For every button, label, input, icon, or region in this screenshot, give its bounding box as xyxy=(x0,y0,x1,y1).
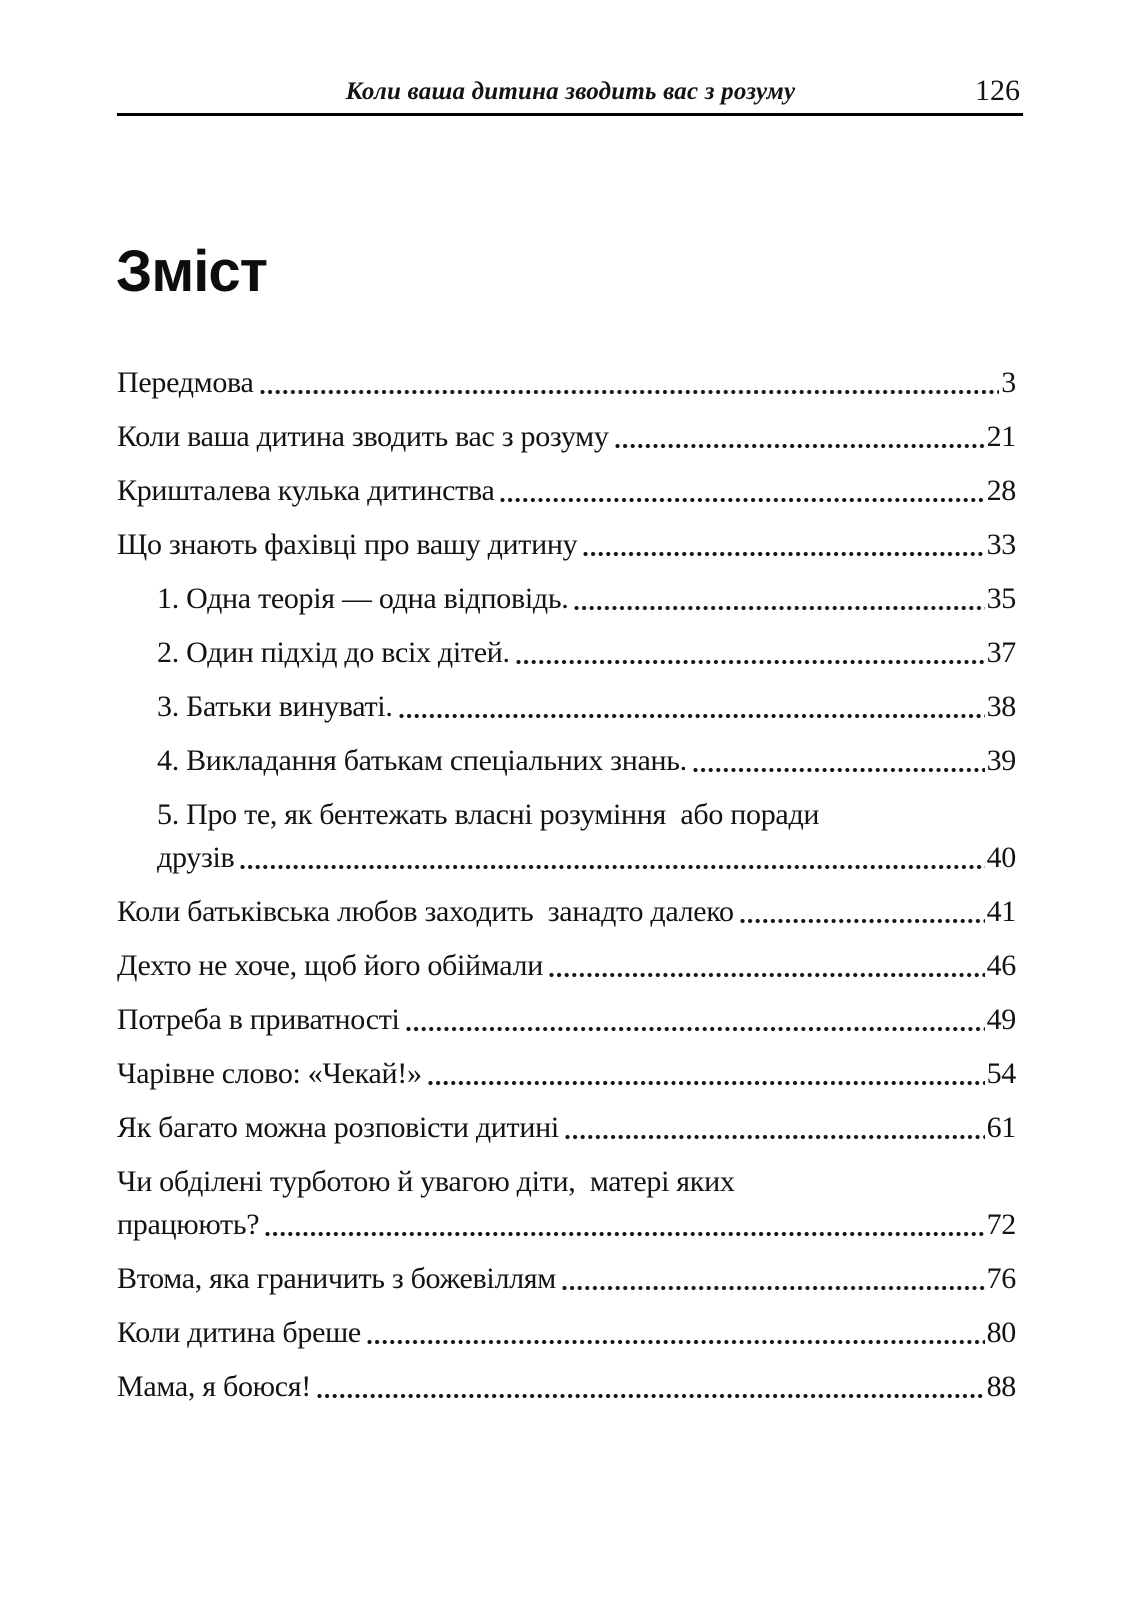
toc-entry xyxy=(117,944,1016,987)
dot-leader xyxy=(240,864,984,870)
toc-page-number: 76 xyxy=(986,1262,1016,1295)
dot-leader xyxy=(399,713,985,719)
toc-entry-text: 5. Про те, як бентежать власні розуміння або поради xyxy=(157,798,820,831)
toc-entry-text: 1. Одна теорія — одна відповідь. xyxy=(157,582,569,615)
dot-leader xyxy=(317,1393,985,1399)
toc-page-number: 49 xyxy=(986,1003,1016,1036)
toc-entry xyxy=(117,523,1016,566)
page-number: 126 xyxy=(975,74,1020,107)
dot-leader xyxy=(428,1080,985,1086)
dot-leader xyxy=(406,1026,985,1032)
dot-leader xyxy=(615,443,985,449)
toc-page-number: 28 xyxy=(986,474,1016,507)
toc-page-number: 72 xyxy=(986,1208,1016,1241)
toc-entry xyxy=(117,890,1016,933)
toc-entry-text: Як багато можна розповісти дитині xyxy=(117,1111,559,1144)
toc-entry xyxy=(117,739,1016,782)
toc-entry xyxy=(117,361,1016,404)
toc-entry-text: Передмова xyxy=(117,366,254,399)
toc-entry xyxy=(117,469,1016,512)
toc-page-number: 61 xyxy=(986,1111,1016,1144)
toc-entry-text: Чи обділені турботою й увагою діти, матері яких xyxy=(117,1165,735,1198)
toc-entry-text: 2. Один підхід до всіх дітей. xyxy=(157,636,510,669)
toc-list xyxy=(117,361,1016,1419)
toc-entry-text: Кришталева кулька дитинства xyxy=(117,474,495,507)
dot-leader xyxy=(565,1134,985,1140)
toc-entry-text: Мама, я боюся! xyxy=(117,1370,311,1403)
toc-page-number: 3 xyxy=(1001,366,1016,399)
toc-entry-text: працюють? xyxy=(117,1208,260,1241)
toc-entry xyxy=(117,1365,1016,1408)
toc-entry xyxy=(117,1257,1016,1300)
toc-entry-text: Втома, яка граничить з божевіллям xyxy=(117,1262,556,1295)
toc-page-number: 37 xyxy=(986,636,1016,669)
dot-leader xyxy=(260,389,1000,395)
toc-page-number: 38 xyxy=(986,690,1016,723)
toc-page-number: 88 xyxy=(986,1370,1016,1403)
dot-leader xyxy=(500,497,984,503)
dot-leader xyxy=(574,605,984,611)
dot-leader xyxy=(583,551,984,557)
toc-entry-text: Коли дитина бреше xyxy=(117,1316,361,1349)
toc-entry xyxy=(117,1106,1016,1149)
page-title: Зміст xyxy=(116,239,268,304)
toc-page-number: 33 xyxy=(986,528,1016,561)
toc-page-number: 35 xyxy=(986,582,1016,615)
dot-leader xyxy=(549,972,985,978)
toc-entry-text: Коли ваша дитина зводить вас з розуму xyxy=(117,420,609,453)
header-rule xyxy=(117,113,1023,116)
toc-page-number: 41 xyxy=(986,895,1016,928)
dot-leader xyxy=(693,767,985,773)
toc-entry-text: 3. Батьки винуваті. xyxy=(157,690,393,723)
toc-entry-text: Потреба в приватності xyxy=(117,1003,400,1036)
toc-entry xyxy=(117,1311,1016,1354)
toc-entry-text: 4. Викладання батькам спеціальних знань. xyxy=(157,744,687,777)
dot-leader xyxy=(367,1339,985,1345)
running-header-title: Коли ваша дитина зводить вас з розуму xyxy=(345,78,796,105)
toc-entry xyxy=(117,685,1016,728)
toc-page-number: 46 xyxy=(986,949,1016,982)
dot-leader xyxy=(516,659,985,665)
toc-entry-text: друзів xyxy=(157,841,235,874)
toc-entry xyxy=(117,631,1016,674)
toc-entry-text: Чарівне слово: «Чекай!» xyxy=(117,1057,422,1090)
toc-entry xyxy=(117,793,1016,879)
toc-page-number: 40 xyxy=(986,841,1016,874)
toc-entry xyxy=(117,415,1016,458)
dot-leader xyxy=(265,1231,984,1237)
toc-page-number: 80 xyxy=(986,1316,1016,1349)
dot-leader xyxy=(740,918,985,924)
toc-entry xyxy=(117,1052,1016,1095)
toc-entry xyxy=(117,577,1016,620)
toc-entry xyxy=(117,1160,1016,1246)
toc-entry-text: Що знають фахівці про вашу дитину xyxy=(117,528,578,561)
toc-entry-text: Дехто не хоче, щоб його обіймали xyxy=(117,949,543,982)
dot-leader xyxy=(562,1285,985,1291)
toc-entry xyxy=(117,998,1016,1041)
toc-page-number: 21 xyxy=(986,420,1016,453)
toc-page-number: 54 xyxy=(986,1057,1016,1090)
toc-entry-text: Коли батьківська любов заходить занадто далеко xyxy=(117,895,734,928)
toc-page-number: 39 xyxy=(986,744,1016,777)
